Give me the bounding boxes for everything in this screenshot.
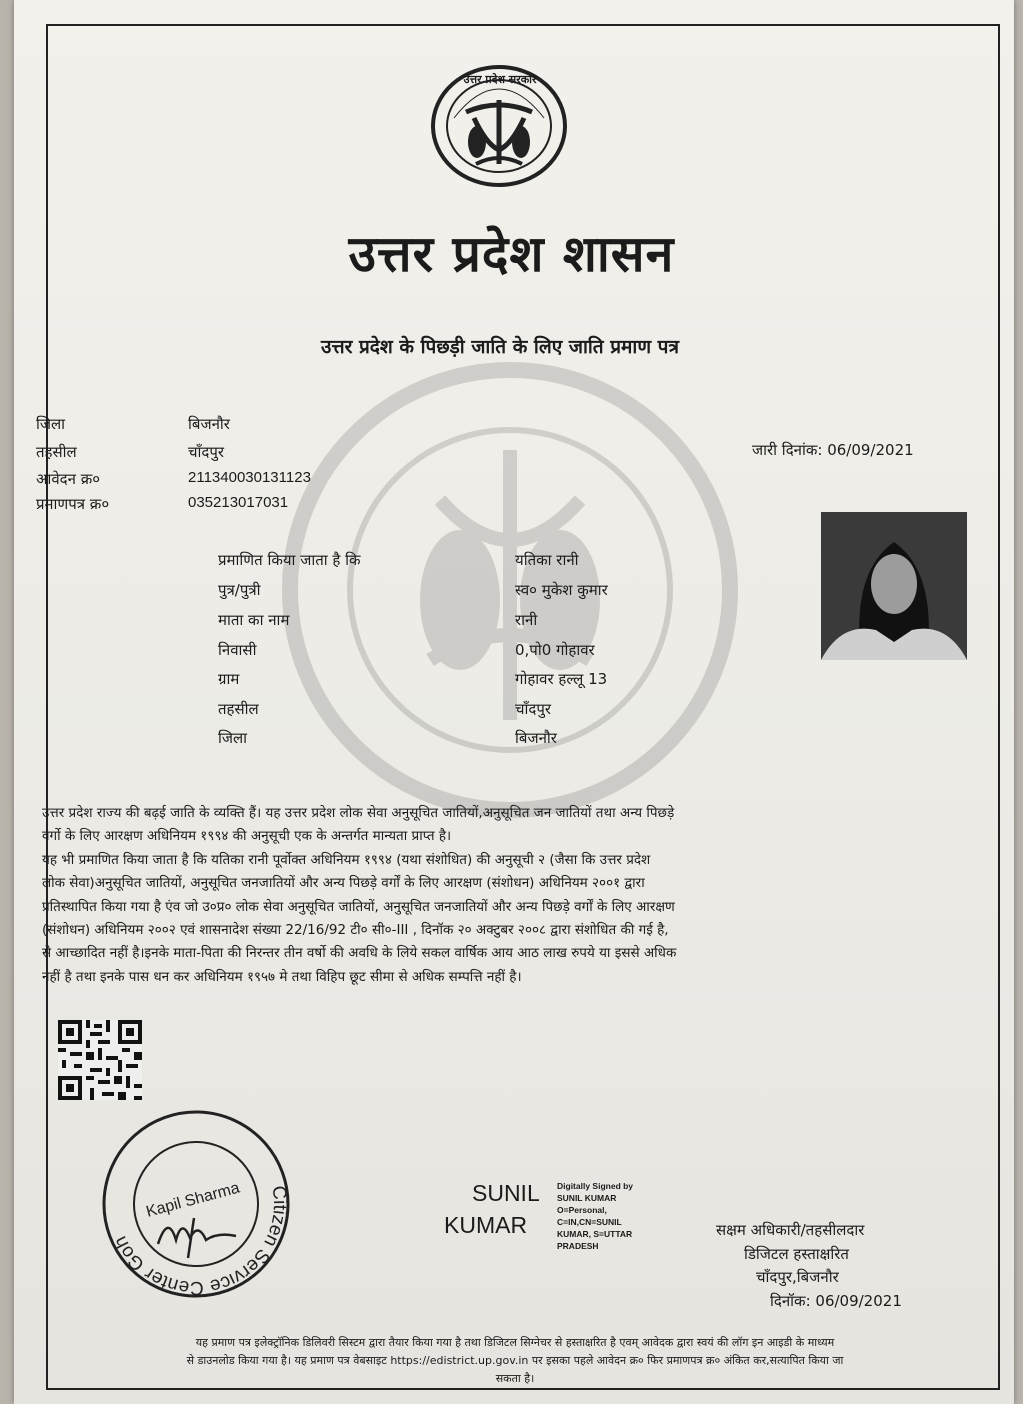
dsig-line: SUNIL KUMAR xyxy=(557,1193,617,1203)
officer-designation: सक्षम अधिकारी/तहसीलदार xyxy=(716,1221,865,1239)
footer-line: यह प्रमाण पत्र इलेक्ट्रॉनिक डिलिवरी सिस्टम द्वारा तैयार किया गया है तथा डिजिटल सिग्नेचर से हस्ताक्षरित है एवम् आवेदक द्वारा स्वयं की लॉग इन आइडी के माध्यम xyxy=(195,1336,835,1349)
detail-value-district: बिजनौर xyxy=(515,729,557,747)
detail-label-tehsil: तहसील xyxy=(218,700,259,718)
body-line: लोक सेवा)अनुसूचित जातियों, अनुसूचित जनजातियों और अन्य पिछड़े वर्गों के लिए आरक्षण (संशोधन) अधिनियम २००१ द्वारा xyxy=(42,875,645,892)
dsig-line: C=IN,CN=SUNIL xyxy=(557,1217,622,1227)
body-line: प्रतिस्थापित किया गया है एंव जो उ०प्र० लोक सेवा अनुसूचित जातियों, अनुसूचित जनजातियों और अन्य पिछड़े वर्गों के लिए आरक्षण xyxy=(42,898,675,915)
csc-seal-stamp xyxy=(96,1106,296,1302)
page-title: उत्तर प्रदेश शासन xyxy=(348,224,675,283)
detail-value-resident: 0,पो0 गोहावर xyxy=(515,641,595,659)
digital-signature-name-first: SUNIL xyxy=(472,1180,540,1206)
dsig-line: Digitally Signed by xyxy=(557,1181,634,1191)
tehsil-label: तहसील xyxy=(36,443,77,461)
certificate-number-value: 035213017031 xyxy=(188,494,289,511)
tehsil-value: चाँदपुर xyxy=(188,444,225,461)
detail-value-father: स्व० मुकेश कुमार xyxy=(515,581,608,599)
seal-signature-name: Kapil Sharma xyxy=(144,1179,242,1221)
detail-label-district: जिला xyxy=(218,729,248,747)
applicant-photo xyxy=(821,512,967,660)
certificate-footer-note xyxy=(50,1334,980,1388)
digital-signature-name-last: KUMAR xyxy=(444,1212,528,1238)
body-line: (संशोधन) अधिनियम २००२ एवं शासनादेश संख्या 22/16/92 टी० सी०-III , दिनॉक २० अक्टुबर २००८ द्वारा संशोधित की गई है, xyxy=(42,922,669,939)
digital-signature-details xyxy=(557,1180,667,1252)
certificate-subtitle: उत्तर प्रदेश के पिछड़ी जाति के लिए जाति प्रमाण पत्र xyxy=(321,336,679,358)
body-line: से आच्छादित नहीं है।इनके माता-पिता की निरन्तर तीन वर्षो की अवधि के लिये सकल वार्षिक आय आठ लाख रुपये या इससे अधिक xyxy=(42,945,677,962)
body-line: यह भी प्रमाणित किया जाता है कि यतिका रानी पूर्वोक्त अधिनियम १९९४ (यथा संशोधित) की अनुसूची २ (जैसा कि उत्तर प्रदेश xyxy=(42,851,651,868)
certificate-body xyxy=(42,802,954,989)
application-number-label: आवेदन क्र० xyxy=(36,470,101,488)
body-line: नहीं है तथा इनके पास धन कर अधिनियम १९५७ मे तथा विहिप छूट सीमा से अधिक सम्पत्ति नहीं है। xyxy=(42,968,522,985)
body-line: वर्गो के लिए आरक्षण अधिनियम १९९४ की अनुसूची एक के अन्तर्गत मान्यता प्राप्त है। xyxy=(42,828,452,845)
district-value: बिजनौर xyxy=(188,416,230,433)
detail-value-mother: रानी xyxy=(515,611,538,629)
detail-label-child-of: पुत्र/पुत्री xyxy=(218,581,261,599)
detail-label-resident: निवासी xyxy=(218,641,257,659)
detail-label-mother: माता का नाम xyxy=(218,611,290,629)
detail-value-tehsil: चाँदपुर xyxy=(515,700,552,718)
officer-digitally-signed: डिजिटल हस्ताक्षरित xyxy=(744,1245,849,1263)
seal-ring-text: Citizen Service Center Gohawar xyxy=(109,1184,291,1299)
officer-location: चाँदपुर,बिजनौर xyxy=(756,1268,839,1286)
detail-label-certified: प्रमाणित किया जाता है कि xyxy=(218,551,361,569)
district-label: जिला xyxy=(36,415,66,433)
detail-value-name: यतिका रानी xyxy=(515,551,579,569)
application-number-value: 211340030131123 xyxy=(188,469,311,486)
footer-line: से डाउनलोड किया गया है। यह प्रमाण पत्र वेबसाइट https://edistrict.up.gov.in पर इसका पहले आवेदन क्र० फिर प्रमाणपत्र क्र० अंकित कर,सत्यापित किया जा xyxy=(186,1354,844,1367)
emblem-text: उत्तर प्रदेश सरकार xyxy=(463,73,537,86)
officer-signing-date: दिनॉक: 06/09/2021 xyxy=(770,1292,902,1310)
detail-label-village: ग्राम xyxy=(218,670,240,688)
dsig-line: O=Personal, xyxy=(557,1205,607,1215)
body-line: उत्तर प्रदेश राज्य की बढ़ई जाति के व्यक्ति हैं। यह उत्तर प्रदेश लोक सेवा अनुसूचित जातियों,अनुसूचित जन जातियों तथा अन्य पिछड़े xyxy=(42,805,675,821)
dsig-line: KUMAR, S=UTTAR xyxy=(557,1229,633,1239)
detail-value-village: गोहावर हल्लू 13 xyxy=(515,670,608,688)
qr-code-icon[interactable] xyxy=(58,1020,142,1100)
dsig-line: PRADESH xyxy=(557,1241,599,1251)
footer-line: सकता है। xyxy=(495,1372,535,1385)
certificate-number-label: प्रमाणपत्र क्र० xyxy=(36,495,110,513)
issue-date: जारी दिनांक: 06/09/2021 xyxy=(752,441,914,459)
watermark-emblem-icon xyxy=(260,360,760,820)
